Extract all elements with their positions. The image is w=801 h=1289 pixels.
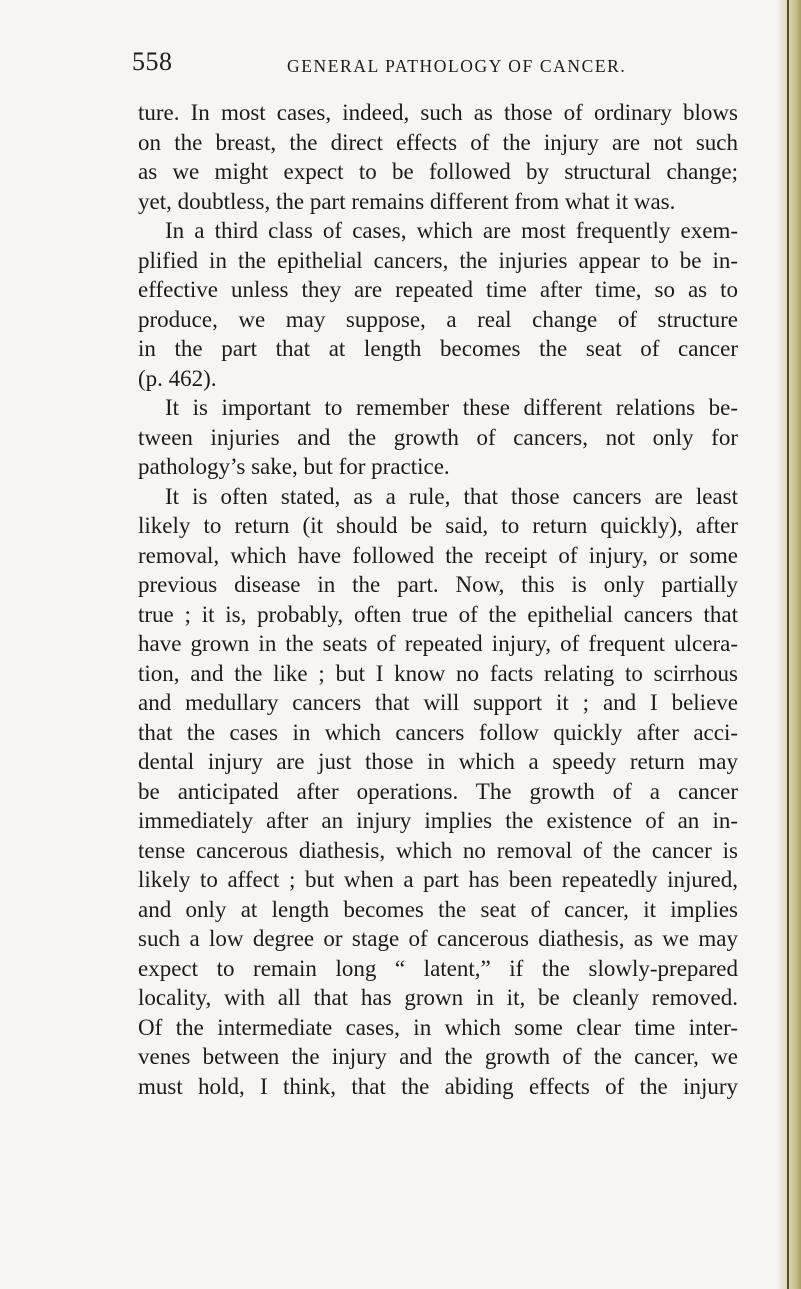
text-line: and only at length becomes the seat of cancer, it implies	[138, 896, 738, 922]
text-line: It is important to remember these different relations be-	[165, 395, 738, 420]
text-line: locality, with all that has grown in it, be cleanly removed.	[138, 985, 738, 1010]
text-line: that the cases in which cancers follow quickly after acci-	[138, 719, 738, 745]
page-edge-line	[787, 0, 789, 1289]
text-line: effective unless they are repeated time after time, so as to	[138, 277, 738, 302]
text-line: tion, and the like ; but I know no facts relating to scirrhous	[138, 660, 738, 686]
text-line: expect to remain long “ latent,” if the slowly-prepared	[138, 955, 738, 981]
text-line: pathology’s sake, but for practice.	[138, 454, 450, 479]
text-line: plified in the epithelial cancers, the injuries appear to be in-	[138, 247, 738, 273]
text-line: It is often stated, as a rule, that those cancers are least	[165, 483, 738, 509]
body-text	[138, 98, 738, 1101]
text-line: likely to return (it should be said, to return quickly), after	[138, 513, 738, 538]
text-line: tense cancerous diathesis, which no removal of the cancer is	[138, 837, 738, 863]
text-line: and medullary cancers that will support it ; and I believe	[138, 690, 738, 715]
text-line: as we might expect to be followed by structural change;	[138, 159, 738, 184]
text-line: venes between the injury and the growth of the cancer, we	[138, 1044, 738, 1069]
text-line: must hold, I think, that the abiding effects of the injury	[138, 1073, 738, 1099]
text-line: Of the intermediate cases, in which some clear time inter-	[138, 1014, 738, 1040]
text-line: yet, doubtless, the part remains different from what it was.	[138, 188, 676, 214]
page-number: 558	[132, 47, 173, 76]
text-line: likely to affect ; but when a part has been repeatedly injured,	[138, 867, 738, 892]
text-line: produce, we may suppose, a real change of structure	[138, 306, 738, 332]
text-line: on the breast, the direct effects of the injury are not such	[138, 129, 738, 155]
page-edge-strip	[783, 0, 801, 1289]
text-line: in the part that at length becomes the seat of cancer	[138, 336, 738, 361]
text-line: dental injury are just those in which a speedy return may	[138, 749, 738, 774]
text-line: ture. In most cases, indeed, such as those of ordinary blows	[138, 100, 738, 125]
text-line: In a third class of cases, which are most frequently exem-	[165, 218, 738, 243]
text-line: immediately after an injury implies the existence of an in-	[138, 808, 738, 833]
text-line: true ; it is, probably, often true of the epithelial cancers that	[138, 601, 738, 627]
text-line: such a low degree or stage of cancerous diathesis, as we may	[138, 926, 738, 951]
text-line: previous disease in the part. Now, this is only partially	[138, 572, 738, 597]
page-header	[132, 47, 752, 83]
text-line: have grown in the seats of repeated injury, of frequent ulcera-	[138, 631, 738, 656]
text-line: be anticipated after operations. The growth of a cancer	[138, 778, 738, 804]
text-line: tween injuries and the growth of cancers, not only for	[138, 424, 738, 450]
text-line: removal, which have followed the receipt of injury, or some	[138, 542, 738, 568]
running-head: GENERAL PATHOLOGY OF CANCER.	[287, 56, 627, 76]
text-line: (p. 462).	[138, 365, 217, 391]
